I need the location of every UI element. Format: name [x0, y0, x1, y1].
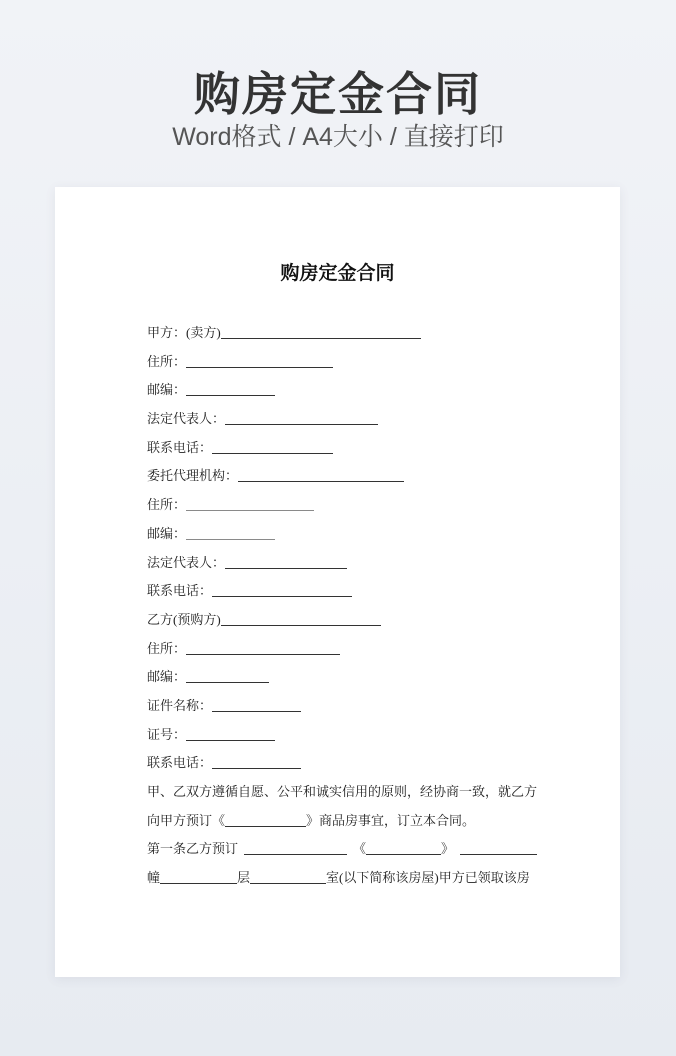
fill-blank	[225, 413, 378, 425]
field-label: 联系电话：	[147, 583, 213, 599]
field-label: 邮编：	[147, 525, 187, 541]
field-row-seller	[147, 319, 587, 348]
fill-blank	[238, 470, 404, 482]
fill-blank	[186, 499, 314, 511]
field-label: 证件名称：	[147, 697, 213, 713]
field-row-seller-phone	[147, 434, 587, 463]
field-row-buyer-postcode	[147, 663, 587, 692]
fill-blank	[221, 327, 421, 339]
field-label: 证号：	[147, 726, 187, 742]
field-row-seller-postcode	[147, 376, 587, 405]
field-row-agency	[147, 462, 587, 491]
field-row-buyer	[147, 606, 587, 635]
field-label: 法定代表人：	[147, 411, 226, 427]
paragraph-text: 向甲方预订《	[147, 812, 226, 828]
field-label: 联系电话：	[147, 439, 213, 455]
fill-blank	[186, 528, 275, 540]
fill-blank	[460, 843, 537, 855]
document-page	[55, 187, 620, 977]
field-row-agency-phone	[147, 577, 587, 606]
field-row-seller-address	[147, 348, 587, 377]
field-label: 住所：	[147, 353, 187, 369]
field-label: 邮编：	[147, 669, 187, 685]
contract-fields	[147, 319, 587, 893]
fill-blank	[186, 671, 269, 683]
field-label: 住所：	[147, 640, 187, 656]
fill-blank	[244, 843, 347, 855]
field-row-id-number	[147, 721, 587, 750]
fill-blank	[160, 872, 237, 884]
fill-blank	[221, 614, 381, 626]
fill-blank	[186, 356, 333, 368]
paragraph-line	[147, 835, 587, 864]
field-label: 法定代表人：	[147, 554, 226, 570]
fill-blank	[186, 729, 275, 741]
fill-blank	[186, 384, 275, 396]
field-label: 住所：	[147, 497, 187, 513]
paragraph-text: 幢	[147, 870, 161, 886]
fill-blank	[250, 872, 326, 884]
field-label: 委托代理机构：	[147, 468, 239, 484]
field-row-agency-postcode	[147, 520, 587, 549]
field-label: 联系电话：	[147, 755, 213, 771]
fill-blank	[186, 643, 340, 655]
field-row-seller-legal-rep	[147, 405, 587, 434]
paragraph-line	[147, 807, 587, 836]
fill-blank	[225, 815, 306, 827]
fill-blank	[212, 442, 333, 454]
field-row-id-type	[147, 692, 587, 721]
document-title: 购房定金合同	[280, 263, 395, 284]
field-label: 甲方：(卖方)	[147, 325, 221, 340]
field-row-buyer-address	[147, 635, 587, 664]
paragraph-text: 》商品房事宜，订立本合同。	[306, 812, 476, 828]
paragraph-text: 》	[441, 841, 455, 857]
paragraph-text: 层	[237, 870, 251, 886]
fill-blank	[366, 843, 441, 855]
paragraph-line	[147, 864, 587, 893]
field-row-agency-legal-rep	[147, 549, 587, 578]
paragraph-text: 《	[353, 841, 367, 857]
field-label: 乙方(预购方)	[147, 611, 221, 627]
fill-blank	[212, 757, 301, 769]
paragraph-text: 甲、乙双方遵循自愿、公平和诚实信用的原则，经协商一致，就乙方	[147, 784, 538, 799]
field-row-buyer-phone	[147, 749, 587, 778]
fill-blank	[212, 585, 352, 597]
field-label: 邮编：	[147, 382, 187, 398]
fill-blank	[212, 700, 301, 712]
fill-blank	[225, 557, 347, 569]
banner-subtitle: Word格式 / A4大小 / 直接打印	[172, 123, 504, 151]
paragraph-line	[147, 778, 587, 807]
paragraph-text: 室(以下简称该房屋)甲方已领取该房	[326, 870, 530, 886]
paragraph-text: 第一条乙方预订	[147, 841, 239, 857]
field-row-agency-address	[147, 491, 587, 520]
banner-title: 购房定金合同	[194, 68, 482, 120]
